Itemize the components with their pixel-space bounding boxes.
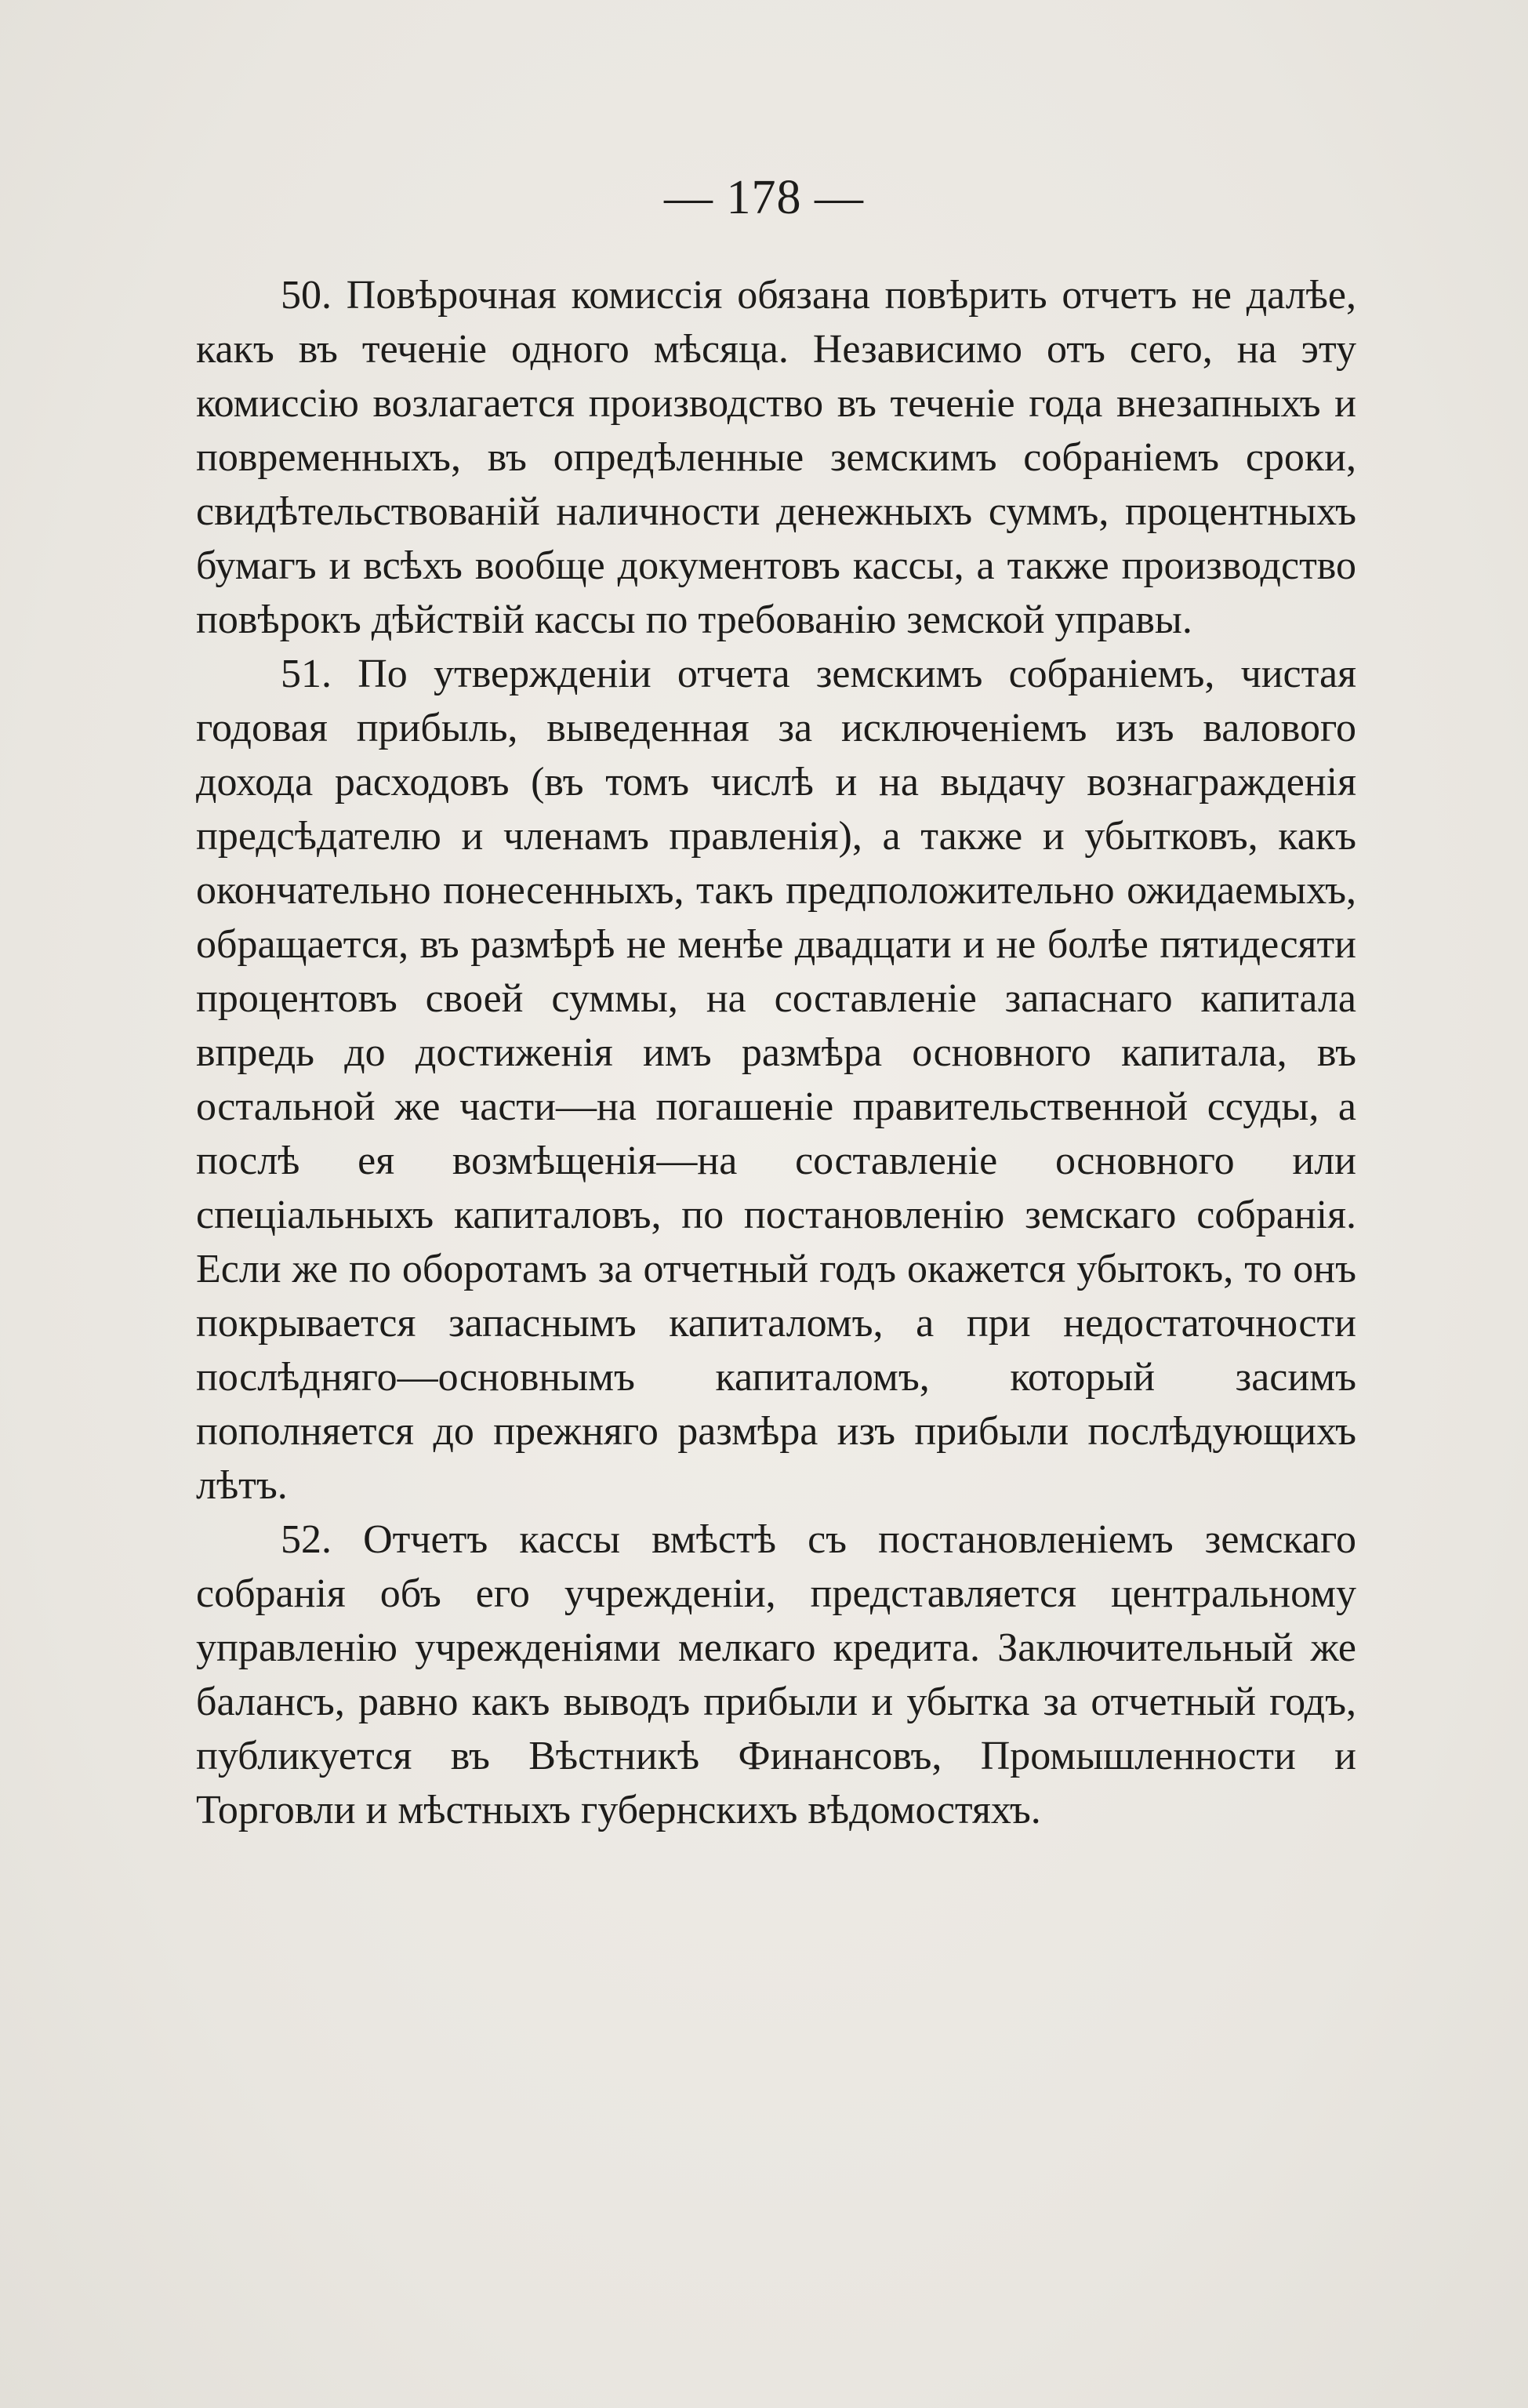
page-number: — 178 — [664,171,864,224]
page-body [196,268,1356,1837]
paragraph-50: 50. Повѣрочная комиссія обязана повѣрить отчетъ не далѣе, какъ въ теченіе одного мѣсяца. Независимо отъ сего, на эту комиссію возлагается производство въ теченіе года внезапныхъ и повременныхъ, въ опредѣленные земскимъ собраніемъ сроки, свидѣтельствованій наличности денежныхъ суммъ, процентныхъ бумагъ и всѣхъ вообще документовъ кассы, а также производство повѣрокъ дѣйствій кассы по требованію земской управы. [196,273,1356,642]
paragraph-51: 51. По утвержденіи отчета земскимъ собраніемъ, чистая годовая прибыль, выведенная за исключеніемъ изъ валового дохода расходовъ (въ томъ числѣ и на выдачу вознагражденія предсѣдателю и членамъ правленія), а также и убытковъ, какъ окончательно понесенныхъ, такъ предположительно ожидаемыхъ, обращается, въ размѣрѣ не менѣе двадцати и не болѣе пятидесяти процентовъ своей суммы, на составленіе запаснаго капитала впредь до достиженія имъ размѣра основного капитала, въ остальной же части—на погашеніе правительственной ссуды, а послѣ ея возмѣщенія—на составленіе основного или спеціальныхъ капиталовъ, по постановленію земскаго собранія. Если же по оборотамъ за отчетный годъ окажется убытокъ, то онъ покрывается запаснымъ капиталомъ, а при недостаточности послѣдняго—основнымъ капиталомъ, который засимъ пополняется до прежняго размѣра изъ прибыли послѣдующихъ лѣтъ. [196,652,1356,1508]
paragraph-52: 52. Отчетъ кассы вмѣстѣ съ постановленіемъ земскаго собранія объ его учрежденіи, представляется центральному управленію учрежденіями мелкаго кредита. Заключительный же балансъ, равно какъ выводъ прибыли и убытка за отчетный годъ, публикуется въ Вѣстникѣ Финансовъ, Промышленности и Торговли и мѣстныхъ губернскихъ вѣдомостяхъ. [196,1517,1356,1832]
